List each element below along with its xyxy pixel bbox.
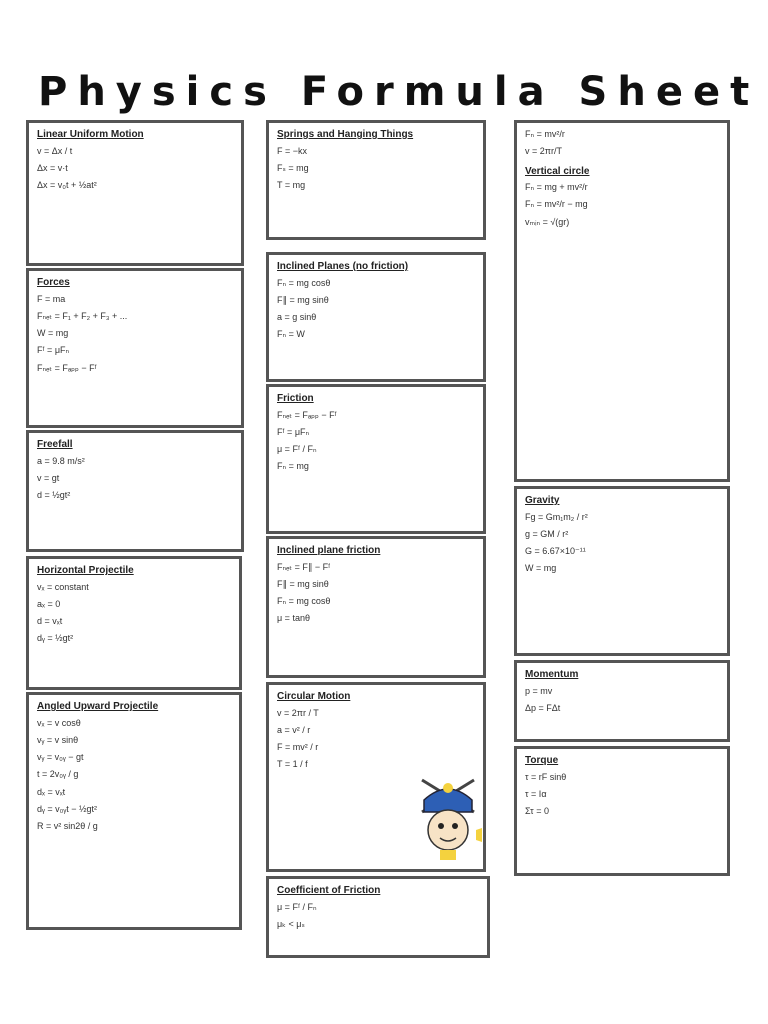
formula-line: Fₙₑₜ = F∥ − Fᶠ — [277, 561, 331, 572]
friction-box — [266, 384, 486, 534]
formula-line: v = 2πr / T — [277, 707, 319, 718]
formula-line: Fₙ = mg — [277, 461, 309, 472]
section-title: Inclined plane friction — [277, 545, 381, 556]
section-title: Momentum — [525, 669, 579, 680]
formula-line: W = mg — [525, 563, 557, 574]
formula-line: Fₙₑₜ = Fₐₚₚ − Fᶠ — [37, 362, 97, 373]
formula-line: Fₙ = mg + mv²/r — [525, 182, 588, 192]
section-title: Torque — [525, 755, 559, 766]
formula-line: Fₙₑₜ = F₁ + F₂ + F₃ + ... — [37, 310, 128, 321]
coefficient-friction-box — [266, 876, 490, 958]
formula-line: T = 1 / f — [277, 759, 308, 770]
formula-line: F∥ = mg sinθ — [277, 294, 329, 305]
inclined-planes-box — [266, 252, 486, 382]
formula-line: F = −kx — [277, 145, 308, 156]
formula-line: Fₙ = mg cosθ — [277, 277, 331, 288]
formula-line: vᵧ = v sinθ — [37, 734, 79, 745]
angled-projectile-box — [26, 692, 242, 930]
formula-line: Fₛ = mg — [277, 162, 309, 173]
formula-line: p = mv — [525, 685, 553, 696]
formula-line: Δx = v₀t + ½at² — [37, 180, 97, 190]
formula-line: Fᶠ = μFₙ — [277, 426, 310, 437]
formula-line: μₖ < μₛ — [277, 918, 305, 929]
formula-line: g = GM / r² — [525, 528, 569, 539]
formula-line: Fₙ = mv²/r — [525, 129, 565, 139]
page-title: Physics Formula Sheet — [38, 69, 760, 115]
section-title: Freefall — [37, 439, 73, 450]
formula-line: Δp = FΔt — [525, 702, 561, 713]
section-title: Angled Upward Projectile — [37, 701, 159, 712]
kinematics-box — [26, 120, 244, 266]
formula-line: v = gt — [37, 472, 60, 483]
formula-line: t = 2v₀ᵧ / g — [37, 769, 79, 780]
formula-line: Fₙ = mv²/r − mg — [525, 199, 588, 210]
section-title: Coefficient of Friction — [277, 885, 381, 896]
formula-line: a = g sinθ — [277, 312, 317, 322]
formula-line: τ = Iα — [525, 788, 547, 799]
freefall-box — [26, 430, 244, 552]
formula-line: Fg = Gm₁m₂ / r² — [525, 511, 588, 522]
section-title: Linear Uniform Motion — [37, 129, 144, 140]
circular-extra-box — [514, 120, 730, 482]
horizontal-projectile-box — [26, 556, 242, 690]
formula-line: d = ½gt² — [37, 490, 71, 500]
formula-line: μ = Fᶠ / Fₙ — [277, 444, 317, 454]
formula-line: μ = tanθ — [277, 613, 310, 624]
formula-line: Δx = v·t — [37, 162, 68, 173]
formula-line: Στ = 0 — [525, 806, 549, 816]
gravity-box — [514, 486, 730, 656]
formula-line: vₘᵢₙ = √(gr) — [525, 216, 570, 227]
springs-box — [266, 120, 486, 240]
cartoon-scientist-icon — [410, 770, 486, 862]
formula-line: a = v² / r — [277, 724, 311, 735]
section-title: Horizontal Projectile — [37, 565, 134, 576]
formula-line: v = Δx / t — [37, 145, 73, 156]
forces-box — [26, 268, 244, 428]
formula-line: v = 2πr/T — [525, 146, 562, 157]
formula-line: dₓ = vₓt — [37, 786, 66, 797]
formula-line: vₓ = v cosθ — [37, 717, 81, 728]
formula-line: aₓ = 0 — [37, 598, 61, 609]
formula-line: vᵧ = v₀ᵧ − gt — [37, 752, 84, 762]
torque-box — [514, 746, 730, 876]
momentum-box — [514, 660, 730, 742]
formula-line: Fₙ = mg cosθ — [277, 596, 331, 606]
formula-line: Fₙ = W — [277, 329, 305, 340]
formula-line: G = 6.67×10⁻¹¹ — [525, 546, 586, 556]
formula-line: vₓ = constant — [37, 581, 89, 592]
section-title: Forces — [37, 277, 70, 288]
formula-line: μ = Fᶠ / Fₙ — [277, 901, 317, 912]
formula-line: W = mg — [37, 328, 69, 338]
inclined-friction-box — [266, 536, 486, 678]
formula-line: F∥ = mg sinθ — [277, 578, 329, 589]
formula-line: a = 9.8 m/s² — [37, 455, 85, 466]
formula-line: d = vₓt — [37, 616, 63, 626]
section-title: Friction — [277, 393, 314, 404]
formula-line: T = mg — [277, 180, 306, 190]
formula-line: Fₙₑₜ = Fₐₚₚ − Fᶠ — [277, 409, 337, 420]
section-title: Gravity — [525, 495, 560, 506]
formula-line: F = mv² / r — [277, 742, 319, 752]
section-title: Springs and Hanging Things — [277, 129, 414, 140]
section-title: Circular Motion — [277, 691, 351, 702]
formula-line: F = ma — [37, 293, 66, 304]
formula-line: dᵧ = v₀ᵧt − ½gt² — [37, 803, 98, 814]
section-title: Vertical circle — [525, 165, 590, 177]
section-title: Inclined Planes (no friction) — [277, 261, 409, 272]
formula-line: R = v² sin2θ / g — [37, 821, 98, 831]
formula-line: τ = rF sinθ — [525, 771, 567, 782]
formula-line: dᵧ = ½gt² — [37, 633, 74, 644]
formula-line: Fᶠ = μFₙ — [37, 345, 70, 356]
